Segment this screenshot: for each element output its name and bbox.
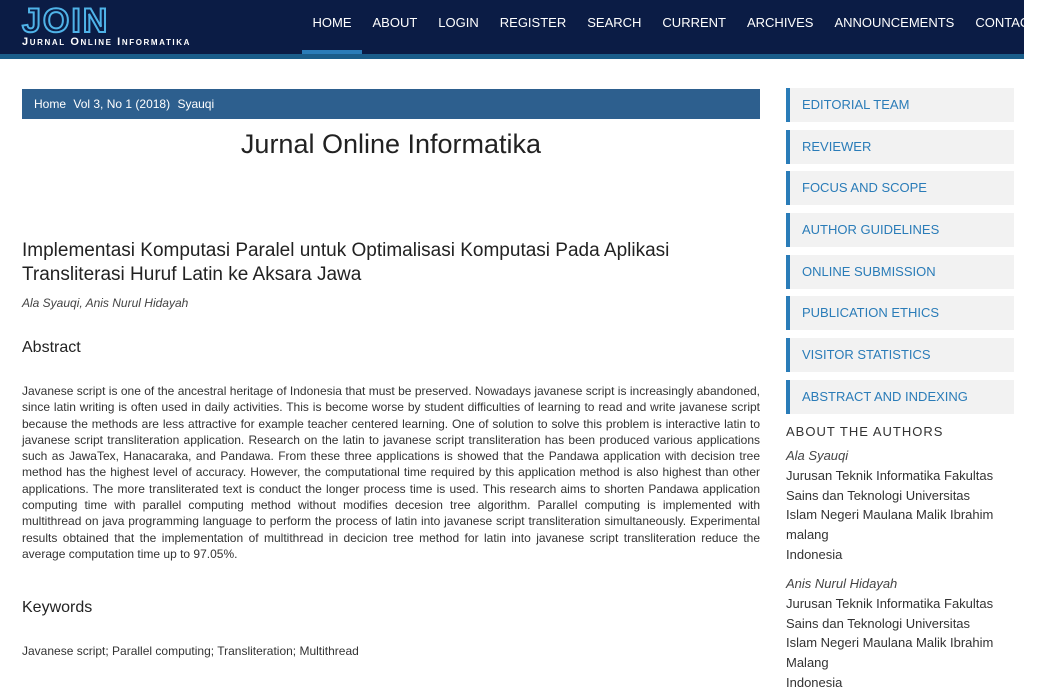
sidebar-link-author-guidelines[interactable]: AUTHOR GUIDELINES — [786, 213, 1014, 247]
journal-title: Jurnal Online Informatika — [240, 129, 542, 159]
author-affiliation-line: Islam Negeri Maulana Malik Ibrahim — [786, 507, 994, 523]
logo-mark: JOIN — [22, 2, 110, 40]
author-country: Indonesia — [786, 674, 843, 690]
nav-current[interactable]: CURRENT — [662, 15, 726, 30]
sidebar-link-reviewer[interactable]: REVIEWER — [786, 130, 1014, 164]
logo-subtitle: Jurnal Online Informatika — [22, 36, 192, 48]
sidebar-link-editorial-team[interactable]: EDITORIAL TEAM — [786, 88, 1014, 122]
nav-home[interactable]: HOME — [302, 0, 362, 54]
nav-register[interactable]: REGISTER — [499, 15, 567, 30]
breadcrumb — [22, 89, 760, 119]
article-authors: Ala Syauqi, Anis Nurul Hidayah — [22, 296, 189, 310]
author-affiliation-line: Jurusan Teknik Informatika Fakultas — [786, 467, 994, 483]
article-main — [22, 89, 760, 658]
keywords-text: Javanese script; Parallel computing; Transliteration; Multithread — [22, 644, 359, 658]
nav-archives[interactable]: ARCHIVES — [746, 15, 814, 30]
sidebar-link-abstract-indexing[interactable]: ABSTRACT AND INDEXING — [786, 380, 1014, 414]
main-nav — [302, 0, 1056, 54]
author-country: Indonesia — [786, 546, 843, 562]
nav-login[interactable]: LOGIN — [438, 15, 479, 30]
sidebar-link-focus-scope[interactable]: FOCUS AND SCOPE — [786, 171, 1014, 205]
author-name: Anis Nurul Hidayah — [786, 576, 898, 591]
about-authors-heading: ABOUT THE AUTHORS — [786, 424, 944, 439]
site-header — [0, 0, 1046, 54]
nav-contacts[interactable]: CONTACTS — [975, 15, 1046, 30]
article-title: Implementasi Komputasi Paralel untuk Optimalisasi Komputasi Pada Aplikasi Transliterasi Huruf Latin ke Aksara Jawa — [22, 240, 670, 285]
site-logo[interactable] — [20, 4, 220, 50]
header-accent-strip — [0, 54, 1024, 59]
sidebar-link-online-submission[interactable]: ONLINE SUBMISSION — [786, 255, 1014, 289]
breadcrumb-home[interactable]: Home — [34, 97, 67, 111]
author-affiliation-line: Sains dan Teknologi Universitas — [786, 487, 971, 503]
sidebar — [786, 88, 1014, 690]
abstract-text: Javanese script is one of the ancestral heritage of Indonesia that must be preserved. Nowadays javanese script is increasingly abandoned, since latin writing is often used in daily activities. This is become worse by student difficulties of learning to read and write javanese script because the methods are less attractive for example teacher centered learning. One of solution to solve this problem is interactive latin to javanese script transliteration application. Research on the latin to javanese script transliteration has been produced various applications such as JawaTex, Hanacaraka, and Pandawa. From these three applications is showed that the Pandawa application with decision tree method has the highest level of accuracy. However, the computational time required by this application method is also highest than other applications. The more transliterated text is conduct the longer process time is used. This research aims to shorten Pandawa application computing time with parallel computing method without modifies decesion tree algorithm. Parallel computing is implemented with multithread on java programming language to perform the process of latin into javanese script transliteration simultaneously. Experimental results obtained that the implementation of multithread in decicion tree method for latin into javanese script transliteration reduce the average computation time up to 97.05%. — [22, 384, 760, 561]
author-card — [786, 574, 1014, 693]
author-card — [786, 446, 1014, 565]
author-affiliation-line: Jurusan Teknik Informatika Fakultas — [786, 595, 994, 611]
keywords-heading: Keywords — [22, 599, 93, 616]
nav-about[interactable]: ABOUT — [372, 15, 418, 30]
abstract-heading: Abstract — [22, 339, 81, 356]
sidebar-link-visitor-statistics[interactable]: VISITOR STATISTICS — [786, 338, 1014, 372]
author-affiliation-line: malang — [786, 527, 829, 543]
nav-search[interactable]: SEARCH — [587, 15, 642, 30]
breadcrumb-current[interactable]: Syauqi — [177, 97, 215, 111]
author-name: Ala Syauqi — [786, 448, 849, 463]
author-affiliation-line: Sains dan Teknologi Universitas — [786, 615, 971, 631]
nav-announcements[interactable]: ANNOUNCEMENTS — [834, 15, 955, 30]
author-affiliation-line: Malang — [786, 655, 829, 671]
sidebar-link-publication-ethics[interactable]: PUBLICATION ETHICS — [786, 296, 1014, 330]
author-affiliation-line: Islam Negeri Maulana Malik Ibrahim — [786, 635, 994, 651]
breadcrumb-issue[interactable]: Vol 3, No 1 (2018) — [73, 97, 171, 111]
